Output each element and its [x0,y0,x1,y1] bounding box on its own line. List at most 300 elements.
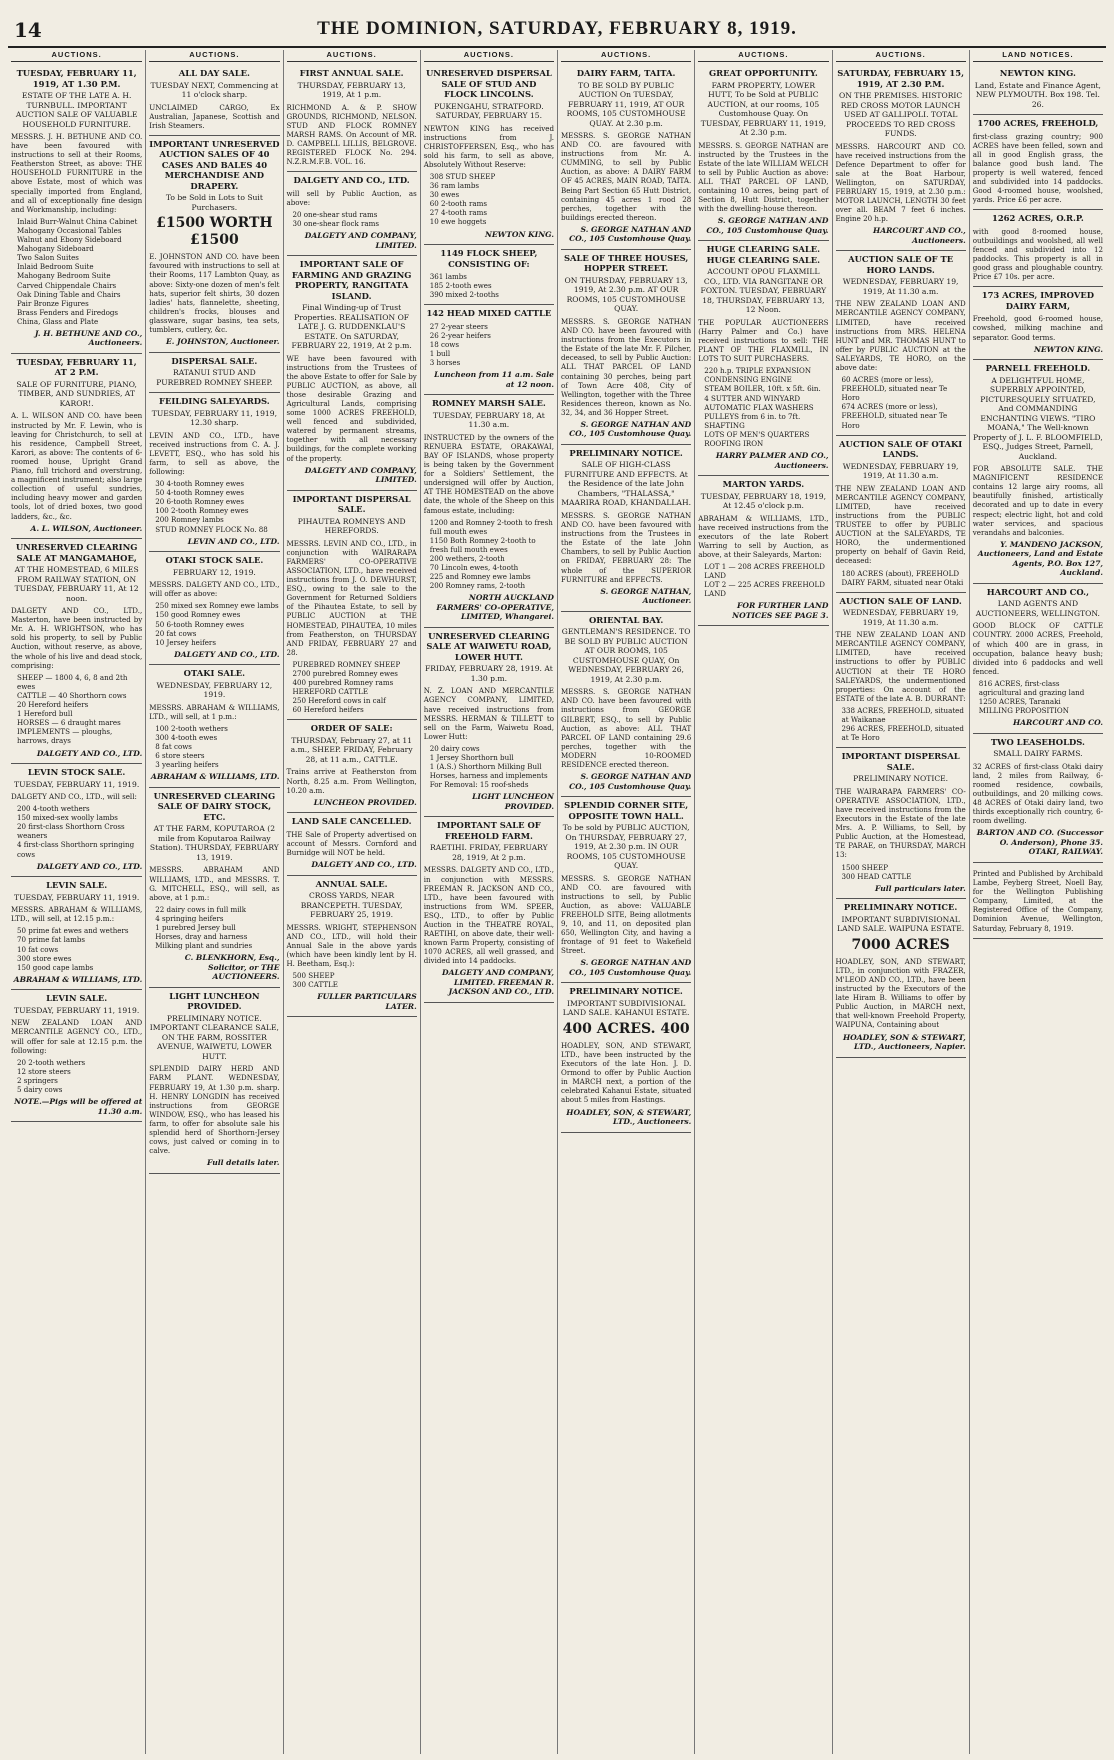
ad-body: with good 8-roomed house, outbuildings and woolshed, all well fenced and subdivided into 12 paddocks. This property is all in good grass and ploughable country. Price £7 10s. per acre. [972,226,1103,282]
ad-list-item: 200 4-tooth wethers [17,804,90,814]
ad-signature: NEWTON KING. [484,229,554,239]
advertisement [11,539,142,764]
ad-title: NEWTON KING. [999,68,1076,78]
ad-body: THE POPULAR AUCTIONEERS (Harry Palmer and Co.) have received instructions to sell: THE PLANT OF THE FLAXMILL, IN LOTS TO SUIT PURCHASERS. [698,317,829,364]
ad-item-list [836,706,966,742]
ad-body: MESSRS. ABRAHAM & WILLIAMS, LTD., will sell, at 12.15 p.m.: [11,905,143,924]
ad-list-item: 2700 purebred Romney ewes [292,668,398,678]
ad-title: 1700 ACRES, FREEHOLD, [977,118,1099,128]
ad-list-item: 308 STUD SHEEP [429,171,496,181]
ad-display-figure: £1500 WORTH £1500 [156,215,273,249]
ad-list-item: Horses, harness and implements [429,771,548,781]
ad-item-list [424,322,554,367]
advertisement [11,990,142,1122]
advertisement [424,65,554,245]
ad-title: UNRESERVED CLEARING SALE AT WAIWETU ROAD, LOWER HUTT. [426,630,552,662]
advertisement [149,65,279,136]
advertisement [11,65,142,354]
column-7 [832,50,969,1754]
ad-subtitle: TUESDAY, FEBRUARY 18, 1919, At 12.45 o'clock p.m. [700,491,826,511]
ad-item-list [698,366,828,448]
ad-body: HOADLEY, SON, AND STEWART, LTD., have been instructed by the Executors of the late Hon. J. D. Ormond to offer by Public Auction in MARCH next, a portion of the celebrated Kahanui Estate, situated about 5 miles from Hastings. [561,1040,692,1105]
ad-body: LEVIN AND CO., LTD., have received instructions from C. A. J. LEVETT, ESQ., who has sold his farm, to sell as above, the following: [149,430,280,476]
advertisement [973,360,1103,584]
ad-title: IMPORTANT DISPERSAL SALE. [841,751,960,772]
ad-list-item: 10 fat cows [17,944,59,954]
ad-list-item: Walnut and Ebony Sideboard [17,235,122,245]
ad-title: OTAKI SALE. [183,668,246,679]
ad-list-item: CATTLE — 40 Shorthorn cows [17,690,127,700]
ad-body: E. JOHNSTON AND CO. have been favoured with instructions to sell at their Rooms, 117 Lambton Quay, as above: Sixty-one dozen of men's felt hats, superior felt shirts, 30 dozen ladies' hats, flannelette, sheeting, children's frocks, blouses and glassware, sugar basins, tea sets, tumblers, cutlery, &c. [149,252,280,335]
ad-title: MARTON YARDS. [722,479,805,490]
ad-list-item: 400 purebred Romney rams [292,678,394,688]
ad-list-item: SHAFTING [704,420,745,430]
ad-item-list [11,1058,142,1094]
ad-body: first-class grazing country; 900 ACRES have been felled, sown and all in good English grass, the balance good bush land. The property is well watered, fenced and subdivided into 14 paddocks. Good 4-roomed house, woolshed, yards. Price £6 per acre. [972,131,1103,205]
column-3 [283,50,420,1754]
ad-title: IMPORTANT SALE OF FREEHOLD FARM. [437,820,541,841]
ad-list-item: Mahogany Occasional Tables [17,225,122,235]
ad-subtitle: CROSS YARDS, NEAR BRANCEPETH. TUESDAY, FEBRUARY 25, 1919. [300,891,403,919]
advertisement [287,720,417,813]
ad-title: TUESDAY, FEBRUARY 11, 1919, AT 1.30 P.M. [16,68,137,89]
ad-display-figure: 400 ACRES. 400 [562,1020,690,1037]
advertisement [11,354,142,539]
ad-body: MESSRS. S. GEORGE NATHAN AND CO. have been favoured with instructions from the Executors in the Estate of the late Mr. F. Pilcher, deceased, to sell by Public Auction: ALL THAT PARCEL OF LAND containing 30 perches, being part of Town Acre 408, City of Wellington, together with the Three Residences thereon, known as No. 32, 34, and 36 Hopper Street. [561,316,692,417]
ad-signature: S. GEORGE NATHAN AND CO., 105 Customhouse Quay. [569,958,692,977]
ad-list-item: 12 store steers [17,1066,71,1076]
ad-body: MESSRS. HARCOURT AND CO. have received instructions from the Defence Department to offer for sale at the Boat Harbour, Wellington, on SATURDAY, FEBRUARY 15, 1919, at 2.30 p.m.: MOTOR LAUNCH, LENGTH 30 feet over all. BEAM 7 feet 6 inches. Engine 20 h.p. [835,141,966,224]
ad-item-list [424,518,554,591]
advertisement [287,65,417,172]
column-heading: AUCTIONS. [287,50,417,62]
ad-list-item: 50 prime fat ewes and wethers [17,926,129,936]
ad-title: PRELIMINARY NOTICE. [843,902,958,913]
ad-subtitle: THURSDAY, February 27, at 11 a.m., SHEEP. FRIDAY, February 28, at 11 a.m., CATTLE. [290,735,413,764]
ad-subtitle: A DELIGHTFUL HOME, SUPERBLY APPOINTED, PICTURESQUELY SITUATED, And COMMANDING ENCHANTING VIEWS. "TIRO MOANA," The Well-known Property of J. L. F. BLOOMFIELD, ESQ., Judges Street, Parnell, Auckland. [972,375,1103,461]
advertisement [973,584,1103,734]
ad-signature: J. H. BETHUNE AND CO., Auctioneers. [34,328,143,348]
ad-item-list [149,724,279,769]
ad-title: IMPORTANT SALE OF FARMING AND GRAZING PROPERTY, RANGITATA ISLAND. [291,259,412,301]
ad-subtitle: RATANUI STUD AND PUREBRED ROMNEY SHEEP. [156,368,273,387]
ad-list-item: 150 good Romney ewes [155,610,241,620]
ad-title: TWO LEASEHOLDS. [990,736,1085,747]
ad-list-item: 4 springing heifers [155,913,224,923]
ad-title: DAIRY FARM, TAITA. [576,68,676,78]
ad-list-item: 180 ACRES (about), FREEHOLD DAIRY FARM, situated near Otaki [841,568,964,587]
advertisement [973,734,1103,863]
ad-list-item: 3 horses [429,358,461,368]
ad-title: ORDER OF SALE: [310,723,393,734]
ad-signature: HOADLEY, SON & STEWART, LTD., Auctioneers, Napier. [842,1032,966,1051]
ad-subtitle: PRELIMINARY NOTICE. [853,774,949,784]
ad-signature: C. BLENKHORN, Esq., Solicitor, or THE AUCTIONEERS. [184,953,280,982]
ad-body: Printed and Published by Archibald Lambe, Feyberg Street, Noell Bay, for the Wellington Publishing Company, Limited, at the Registered Office of the Company, Dominion Avenue, Wellington, Saturday, February 8, 1919. [972,868,1103,933]
advertisement [561,445,691,612]
column-2 [145,50,282,1754]
ad-body: A. L. WILSON AND CO. have been instructed by Mr. F. Lewin, who is leaving for Christchurch, to sell at his residence, Campbell Street, Karori, as above: The contents of 6-roomed house, Upright Grand Piano, full trichord and overstrung, a magnificent instrument; also large collection of useful sundries, including heavy mower and garden tools, lot of dried boxes, two good ladders, &c., &c. [11,411,143,521]
ad-list-item: 10 ewe hoggets [429,217,487,227]
ad-subtitle: GENTLEMAN'S RESIDENCE. TO BE SOLD BY PUBLIC AUCTION AT OUR ROOMS, 105 CUSTOMHOUSE QUAY, On WEDNESDAY, FEBRUARY 26, 1919, At 2.30 p.m. [561,627,691,684]
advertisement [973,287,1103,360]
ad-list-item: 20 first-class Shorthorn Cross weaners [17,822,125,841]
ad-list-item: 220 h.p. TRIPLE EXPANSION CONDENSING ENGINE [704,366,812,385]
advertisement [973,863,1103,939]
ad-list-item: 8 fat cows [155,742,192,752]
ad-subtitle: FEBRUARY 12, 1919. [172,567,256,577]
ad-list-item: SHEEP — 1800 4, 6, 8 and 2th ewes [17,672,128,691]
ad-item-list [836,569,966,587]
ad-subtitle: TUESDAY, FEBRUARY 11, 1919. [14,892,140,902]
ad-list-item: STEAM BOILER, 10ft. x 5ft. 6in. [704,384,821,394]
ad-title: AUCTION SALE OF LAND. [839,595,962,606]
column-6 [694,50,831,1754]
column-5 [557,50,694,1754]
ad-list-item: 70 prime fat lambs [17,935,86,945]
ad-signature: DALGETY AND COMPANY, LIMITED. [304,465,417,485]
ad-signature: NEWTON KING. [1033,344,1103,354]
ad-list-item: 27 4-tooth rams [429,208,487,218]
ad-subtitle: SMALL DAIRY FARMS. [993,749,1083,759]
ad-list-item: China, Glass and Plate [17,316,99,326]
ad-subtitle: TO BE SOLD BY PUBLIC AUCTION On TUESDAY, FEBRUARY 11, 1919, AT OUR ROOMS, 105 CUSTOMHOUSE QUAY. At 2.30 p.m. [566,80,686,128]
ad-list-item: HEREFORD CATTLE [292,687,369,697]
ad-subtitle: TUESDAY, FEBRUARY 11, 1919. [14,779,140,789]
ad-list-item: Inlaid Burr-Walnut China Cabinet [17,216,138,226]
ad-body: MESSRS. WRIGHT, STEPHENSON AND CO., LTD., will hold their Annual Sale in the above yards (which have been kindly lent by H. H. Beetham, Esq.): [286,922,417,968]
ad-signature: E. JOHNSTON, Auctioneer. [165,337,280,347]
advertisement [11,877,142,990]
ad-list-item: LOT 2 — 225 ACRES FREEHOLD LAND [704,580,825,599]
ad-body: SPLENDID DAIRY HERD AND FARM PLANT. WEDNESDAY, FEBRUARY 19, At 1.30 p.m. sharp. H. HENRY LONGDIN has received instructions from GEORGE WINDOW, ESQ., who has leased his farm, to offer for absolute sale his splendid herd of Shorthorn-Jersey cows, just calved or coming in to calve. [149,1064,280,1156]
ad-subtitle: SALE OF HIGH-CLASS FURNITURE AND EFFECTS. At the Residence of the late John Chambers, "THALASSA," MAARIRA ROAD, KHANDALLAH. [561,460,691,508]
advertisement [836,65,966,251]
advertisement [973,115,1103,210]
ad-signature: Full particulars later. [874,883,966,893]
ad-item-list [424,172,554,227]
ad-list-item: 185 2-tooth ewes [429,281,492,291]
ad-signature: HOADLEY, SON, & STEWART, LTD., Auctioneers. [566,1107,692,1127]
ad-subtitle: WEDNESDAY, FEBRUARY 19, 1919, At 11.30 a.m. [842,277,959,296]
advertisement [836,593,966,749]
ad-item-list [287,660,417,715]
ad-item-list [698,562,828,598]
ad-title: LIGHT LUNCHEON PROVIDED. [169,990,260,1012]
ad-title: DALGETY AND CO., LTD. [293,175,410,186]
ad-subtitle: To be Sold in Lots to Suit Purchasers. [165,193,263,212]
advertisement [287,813,417,875]
ad-signature: DALGETY AND CO., LTD. [174,649,280,659]
advertisement [561,797,691,983]
ad-list-item: 390 mixed 2-tooths [429,290,499,300]
ad-subtitle: IMPORTANT SUBDIVISIONAL LAND SALE. KAHANUI ESTATE. [562,998,690,1018]
ad-signature: S. GEORGE NATHAN AND CO., 105 Customhouse Quay. [569,772,692,791]
ad-subtitle: AT THE FARM, KOPUTAROA (2 mile from Koputaroa Railway Station). THURSDAY, FEBRUARY 13, 1919. [149,824,279,862]
ad-title: DISPERSAL SALE. [171,355,258,366]
ad-signature: FULLER PARTICULARS LATER. [317,992,417,1011]
ad-signature: A. L. WILSON, Auctioneer. [30,523,143,533]
ad-list-item: 1150 Both Romney 2-tooth to fresh full mouth ewes [429,535,536,554]
ad-signature: DALGETY AND COMPANY, LIMITED. FREEMAN R. JACKSON AND CO., LTD. [441,968,554,997]
ad-list-item: 30 one-shear flock rams [292,218,380,228]
ad-title: UNRESERVED DISPERSAL SALE OF STUD AND FLOCK LINCOLNS. [425,68,552,99]
ad-signature: HARCOURT AND CO. [1012,718,1103,728]
ad-item-list [11,804,142,859]
ad-list-item: 1 bull [429,349,451,359]
ad-list-item: 250 mixed sex Romney ewe lambs [155,601,279,611]
ad-subtitle: TUESDAY, FEBRUARY 11, 1919, 12.30 sharp. [151,408,277,428]
page-number: 14 [14,18,42,42]
newspaper-title: THE DOMINION, SATURDAY, FEBRUARY 8, 1919. [317,18,797,39]
advertisement [836,748,966,899]
ad-title: GREAT OPPORTUNITY. [708,68,818,78]
advertisement [561,65,691,250]
newspaper-page [8,6,1106,1754]
ad-signature: S. GEORGE NATHAN, Auctioneer. [600,586,692,606]
ad-body: Trains arrive at Featherston from North, 8.25 a.m. From Wellington, 10.20 a.m. [286,767,417,795]
ad-list-item: STUD ROMNEY FLOCK No. 88 [155,524,268,534]
ad-body: Freehold, good 6-roomed house, cowshed, milking machine and separator. Good terms. [972,314,1103,342]
ad-signature: DALGETY AND CO., LTD. [36,748,143,758]
ad-body: THE NEW ZEALAND LOAN AND MERCANTILE AGENCY COMPANY, LIMITED, have received instructions from the PUBLIC TRUSTEE to offer by PUBLIC AUCTION at the SALEYARDS, TE HORO, the undermentioned property on behalf of Gavin Reid, deceased: [835,483,966,566]
ad-list-item: 36 ram lambs [429,181,480,191]
ad-body: RICHMOND A. & P. SHOW GROUNDS, RICHMOND, NELSON. STUD AND FLOCK ROMNEY MARSH RAMS. On Account of MR. D. CAMPBELL LILLIS, BELGROVE. REGISTERED FLOCK No. 294. N.Z.R.M.F.B. VOL. 16. [286,102,417,167]
ad-subtitle: LAND AGENTS AND AUCTIONEERS, WELLINGTON. [975,599,1100,618]
ad-subtitle: TUESDAY NEXT, Commencing at 11 o'clock sharp. [150,80,279,99]
ad-body: NEW ZEALAND LOAN AND MERCANTILE AGENCY CO., LTD., will offer for sale at 12.15 p.m. the following: [11,1018,143,1055]
ad-title: 1262 ACRES, O.R.P. [992,213,1084,224]
ad-item-list [836,375,966,430]
advertisement [424,628,554,818]
advertisement [973,65,1103,115]
ad-list-item: 200 wethers, 2-tooth [429,554,505,563]
ad-item-list [11,673,142,746]
ad-list-item: Carved Chippendale Chairs [17,280,117,290]
ad-title: HARCOURT AND CO., [986,586,1089,597]
column-4 [420,50,557,1754]
ad-list-item: 50 4-tooth Romney ewes [155,488,244,498]
ad-title: IMPORTANT UNRESERVED AUCTION SALES OF 40 CASES AND BALES 40 MERCHANDISE AND DRAPERY. [149,138,280,191]
ad-subtitle: IMPORTANT SUBDIVISIONAL LAND SALE. WAIPUNA ESTATE. [837,914,965,934]
ad-subtitle: PRELIMINARY NOTICE. IMPORTANT CLEARANCE SALE, ON THE FARM, ROSSITER AVENUE, WAIWETU, LOWER HUTT. [149,1013,279,1061]
ad-body: MESSRS. S. GEORGE NATHAN are instructed by the Trustees in the Estate of the late WILLIAM WELCH to sell by Public Auction as above: ALL THAT PARCEL OF LAND, containing 10 acres, being part of Section 8, Hutt District, together with the dwelling-house thereon. [698,140,829,214]
column-heading: AUCTIONS. [424,50,554,62]
ad-list-item: 20 fat cows [155,628,197,638]
ad-title: LEVIN STOCK SALE. [27,767,126,777]
advertisement [424,395,554,628]
ad-list-item: 60 Hereford heifers [292,705,364,715]
ad-title: 173 ACRES, IMPROVED DAIRY FARM, [981,290,1094,311]
ad-body: DALGETY AND CO., LTD., will sell: [11,792,137,801]
ad-title: LEVIN SALE. [46,880,108,891]
advertisement [973,210,1103,287]
ad-list-item: 100 2-tooth Romney ewes [155,506,249,516]
ad-item-list [424,744,554,789]
ad-list-item: 1 (A.S.) Shorthorn Milking Bull [429,762,542,772]
ad-list-item: 300 CATTLE [292,980,338,990]
ad-subtitle: ON THURSDAY, FEBRUARY 13, 1919, At 2.30 p.m. AT OUR ROOMS, 105 CUSTOMHOUSE QUAY. [564,275,688,314]
ad-item-list [11,926,142,971]
ad-list-item: LOT 1 — 208 ACRES FREEHOLD LAND [704,562,825,581]
ad-list-item: 4 SUTTER AND WINYARD AUTOMATIC FLAX WASHERS [704,393,814,412]
ad-body: N. Z. LOAN AND MERCANTILE AGENCY COMPANY, LIMITED, have received instructions from MESSRS. HERMAN & TILLETT to sell on the Farm, Waiwetu Road, Lower Hutt: [423,686,554,741]
advertisement [424,245,554,305]
ad-list-item: Inlaid Bedroom Suite [17,262,94,272]
ad-signature: LUNCHEON PROVIDED. [313,797,417,807]
ad-body: INSTRUCTED by the owners of the RENUERA ESTATE, ORAKAWAI, BAY OF ISLANDS, whose property is being taken by the Government for a Soldiers' Settlement, the undersigned will offer by Auction, AT THE HOMESTEAD on the above date, the whole of the Sheep on this famous estate, including: [423,432,554,515]
ad-title: TUESDAY, FEBRUARY 11, AT 2 P.M. [16,356,137,378]
ad-item-list [424,272,554,299]
ad-body: MESSRS. S. GEORGE NATHAN AND CO. have been favoured with instructions from GEORGE GILBERT, ESQ., to sell by Public Auction, as above: ALL THAT PARCEL OF LAND containing 29.6 perches, together with the MODERN 10-ROOMED RESIDENCE erected thereon. [561,687,692,769]
ad-subtitle: RAETIHI. FRIDAY, FEBRUARY 28, 1919, At 2 p.m. [430,843,548,862]
ad-signature: S. GEORGE NATHAN AND CO., 105 Customhouse Quay. [706,216,829,235]
ad-signature: Full details later. [206,1158,280,1168]
ad-title: UNRESERVED CLEARING SALE OF DAIRY STOCK, ETC. [153,790,276,822]
ad-list-item: IMPLEMENTS — ploughs, harrows, drays [17,727,113,746]
ad-body: UNCLAIMED CARGO, Ex Australian, Japanese, Scottish and Irish Steamers. [149,102,280,130]
ad-body: MESSRS. J. H. BETHUNE AND CO. have been favoured with instructions to sell at their Rooms, Featherston Street, as above: THE HOUSEHOLD FURNITURE in the above Estate, most of which was specially imported from England, and all of exceptionally fine design and Workmanship, including: [11,132,143,214]
column-heading: LAND NOTICES. [973,50,1103,62]
advertisement [836,899,966,1057]
ad-list-item: 300 4-tooth ewes [155,733,218,743]
ad-list-item: 20 6-tooth Romney ewes [155,497,244,507]
ad-list-item: Pair Bronze Figures [17,298,89,308]
ad-signature: ABRAHAM & WILLIAMS, LTD. [150,772,280,782]
ad-body: MESSRS. S. GEORGE NATHAN AND CO. are favoured with instructions from Mr. A. CUMMING, to sell by Public Auction, as above: A DAIRY FARM OF 45 ACRES, MAIN ROAD, TAITA. Being Part Section 65 Hutt District, containing 45 acres 1 rood 28 perches, together with the buildings erected thereon. [561,131,692,222]
ad-body: MESSRS. LEVIN AND CO., LTD., in conjunction with WAIRARAPA FARMERS' CO-OPERATIVE ASSOCIATION, LTD., have received instructions from J. O. DEWHURST, ESQ., owing to the sale to the Government for Returned Soldiers of the Pihautea Estate, to sell by PUBLIC AUCTION at THE HOMESTEAD, PIHAUTEA, 10 miles from Featherston, on THURSDAY AND FRIDAY, FEBRUARY 27 and 28. [286,538,417,657]
ad-body: MESSRS. S. GEORGE NATHAN AND CO. have been favoured with instructions from the Trustees in the Estate of the late John Chambers, to sell by Public Auction on FRIDAY, FEBRUARY 28: The whole of the SUPERIOR FURNITURE and EFFECTS. [561,510,692,584]
ad-title: OTAKI STOCK SALE. [165,555,264,566]
column-1 [8,50,145,1754]
ad-list-item: HORSES — 6 draught mares [17,718,121,728]
ad-list-item: Oak Dining Table and Chairs [17,289,121,299]
column-8 [969,50,1106,1754]
ad-title: 1149 FLOCK SHEEP, CONSISTING OF: [440,248,538,269]
ad-list-item: 500 SHEEP [292,970,335,980]
ad-list-item: 1500 SHEEP [841,862,888,872]
ad-list-item: 20 one-shear stud rams [292,209,378,219]
ad-list-item: LOTS OF MEN'S QUARTERS [704,429,810,439]
ad-title: FEILDING SALEYARDS. [159,396,270,407]
advertisement [424,305,554,395]
ad-title: HUGE CLEARING SALE. HUGE CLEARING SALE. [706,244,821,265]
ad-body: NEWTON KING has received instructions from J. CHRISTOFFERSEN, Esq., who has sold his farm, to sell as above, Absolutely Without Reserve: [423,123,554,169]
advertisement [287,256,417,491]
ad-title: AUCTION SALE OF OTAKI LANDS. [839,438,963,460]
ad-title: SPLENDID CORNER SITE, OPPOSITE TOWN HALL. [564,800,689,821]
ad-list-item: 3 yearling heifers [155,760,219,770]
column-heading: AUCTIONS. [698,50,828,62]
ad-list-item: 6 store steers [155,751,205,761]
ad-subtitle: THURSDAY, FEBRUARY 13, 1919, At 1 p.m. [297,80,406,99]
ad-signature: S. GEORGE NATHAN AND CO., 105 Customhouse Quay. [569,419,692,439]
ad-body: HOADLEY, SON, AND STEWART, LTD., in conjunction with FRAZER, M'LEOD AND CO., LTD., have been instructed by the Executors of the late Hiram B. Williams to offer by Public Auction, in MARCH next, that well-known Freehold Property, WAIPUNA, Containing about [835,956,966,1030]
advertisement [287,172,417,256]
ad-body: ABRAHAM & WILLIAMS, LTD., have received instructions from the executors of the late Robert Warring to sell by Auction, as above, at their Saleyards, Marton: [698,513,829,559]
ad-title: LEVIN SALE. [46,993,108,1004]
ad-body: WE have been favoured with instructions from the Trustees of the above Estate to offer for Sale by PUBLIC AUCTION, as above, all those desirable Grazing and Agricultural Lands, comprising some 1000 ACRES FREEHOLD, well fenced and subdivided, watered by permanent streams, together with all necessary buildings, for the complete working of the property. [286,353,417,463]
ad-list-item: 4 first-class Shorthorn springing cows [17,840,135,859]
ad-signature: DALGETY AND CO., LTD. [36,861,143,871]
ad-title: AUCTION SALE OF TE HORO LANDS. [848,254,954,275]
ad-signature: Luncheon from 11 a.m. Sale at 12 noon. [434,370,554,389]
advertisement [836,436,966,593]
ad-list-item: 250 Hereford cows in calf [292,696,386,706]
ad-subtitle: WEDNESDAY, FEBRUARY 12, 1919. [156,680,273,700]
advertisement [149,136,279,353]
ad-item-list [836,863,966,881]
ad-body: THE Sale of Property advertised on account of Messrs. Cornford and Burnidge will NOT be held. [286,829,417,857]
ad-list-item: 20 dairy cows [429,743,480,753]
ad-item-list [11,217,142,326]
ad-title: PRELIMINARY NOTICE. [569,986,683,997]
ad-signature: DALGETY AND CO., LTD. [311,860,417,869]
ad-title: LAND SALE CANCELLED. [291,816,412,827]
ad-list-item: 60 2-tooth rams [429,199,487,209]
ad-item-list [149,905,279,950]
ad-subtitle: PUKENGAHU, STRATFORD. SATURDAY, FEBRUARY 15. [434,101,544,120]
ad-list-item: Milking plant and sundries [155,941,253,951]
ad-subtitle: FARM PROPERTY, LOWER HUTT, To be Sold at PUBLIC AUCTION, at our rooms, 105 Customhouse Quay. On TUESDAY, FEBRUARY 11, 1919, At 2.30 p.m. [700,80,826,137]
ad-signature: NORTH AUCKLAND FARMERS' CO-OPERATIVE, LIMITED, Whangarei. [436,593,554,622]
ad-list-item: MILLING PROPOSITION [978,706,1069,716]
ad-list-item: 1 Hereford bull [17,709,73,719]
advertisement [149,552,279,665]
ad-subtitle: TUESDAY, FEBRUARY 18, At 11.30 a.m. [432,410,545,430]
advertisement [149,988,279,1174]
ad-subtitle: AT THE HOMESTEAD, 6 MILES FROM RAILWAY STATION, ON TUESDAY, FEBRUARY 11, At 12 noon. [14,565,139,603]
ad-list-item: 30 ewes [429,190,460,200]
masthead [8,6,1106,48]
ad-list-item: 150 good cape lambs [17,962,94,972]
ad-list-item: 27 2-year steers [429,321,488,331]
advertisement [149,393,279,552]
ad-list-item: 200 Romney rams, 2-tooth [429,581,526,591]
ad-list-item: 2 springers [17,1075,58,1085]
ad-list-item: 5 dairy cows [17,1084,63,1094]
ad-signature: FOR FURTHER LAND NOTICES SEE PAGE 3. [732,601,829,620]
ad-subtitle: TUESDAY, FEBRUARY 11, 1919. [14,1005,140,1015]
ad-body: THE NEW ZEALAND LOAN AND MERCANTILE AGENCY COMPANY, LIMITED, have received instructions from MRS. HELENA HUNT and MR. THOMAS HUNT to offer by PUBLIC AUCTION at the SALEYARDS, TE HORO, on the above date: [835,299,966,372]
ad-list-item: For Removal: 15 roof-sheds [429,780,529,790]
ad-body: THE WAIRARAPA FARMERS' CO-OPERATIVE ASSOCIATION, LTD., have received instructions from the Executors in the Estate of the late Mrs. A. P. Williams, to Sell, by Public Auction, at the Homestead, TE PARAE, on THURSDAY, MARCH 13: [835,786,966,860]
ad-list-item: ROOFING IRON [704,438,764,448]
ad-title: UNRESERVED CLEARING SALE AT MANGAMAHOE, [15,542,138,563]
ad-body: MESSRS. DALGETY AND CO., LTD., in conjunction with MESSRS. FREEMAN R. JACKSON AND CO., LTD., have been favoured with instructions from WM. SPEER, ESQ., LTD., to offer by Public Auction in the THEATRE ROYAL, RAETIHI, on above date, their well-known Farm Property, consisting of 1070 ACRES, all well grassed, and divided into 14 paddocks. [423,865,554,966]
ad-list-item: 20 Hereford heifers [17,700,89,710]
ad-list-item: 30 4-tooth Romney ewes [155,479,244,489]
ad-subtitle: Final Winding-up of Trust Properties. REALISATION OF LATE J. G. RUDDENKLAU'S ESTATE. On SATURDAY, FEBRUARY 22, 1919, At 2 p.m. [291,303,412,351]
ad-subtitle: To be sold by PUBLIC AUCTION, On THURSDAY, FEBRUARY 27, 1919, At 2.30 p.m. IN OUR ROOMS, 105 CUSTOMHOUSE QUAY. [562,823,690,871]
ad-list-item: 50 6-tooth Romney ewes [155,619,244,629]
ad-list-item: 1 Jersey Shorthorn bull [429,753,514,763]
ad-subtitle: ESTATE OF THE LATE A. H. TURNBULL. IMPORTANT AUCTION SALE OF VALUABLE HOUSEHOLD FURNITURE. [15,91,138,129]
ad-list-item: 300 store ewes [17,953,72,963]
ad-list-item: 296 ACRES, FREEHOLD, situated at Te Horo [841,724,964,743]
ad-list-item: 816 ACRES, first-class agricultural and grazing land [978,678,1085,697]
ad-list-item: Two Salon Suites [17,253,79,263]
ad-list-item: 20 2-tooth wethers [17,1057,86,1067]
column-heading: AUCTIONS. [836,50,966,62]
ad-body: MESSRS. ABRAHAM AND WILLIAMS, LTD., and MESSRS. T. G. MITCHELL, ESQ., will sell, as above, at 1 p.m.: [149,865,280,902]
ad-list-item: 22 dairy cows in full milk [155,904,247,914]
advertisement [836,251,966,435]
ad-title: 142 HEAD MIXED CATTLE [426,308,552,319]
ad-title: SALE OF THREE HOUSES, HOPPER STREET. [563,252,689,274]
ad-list-item: 674 ACRES (more or less), FREEHOLD, situated near Te Horo [841,402,948,430]
ad-list-item: Mahogany Bedroom Suite [17,271,111,281]
